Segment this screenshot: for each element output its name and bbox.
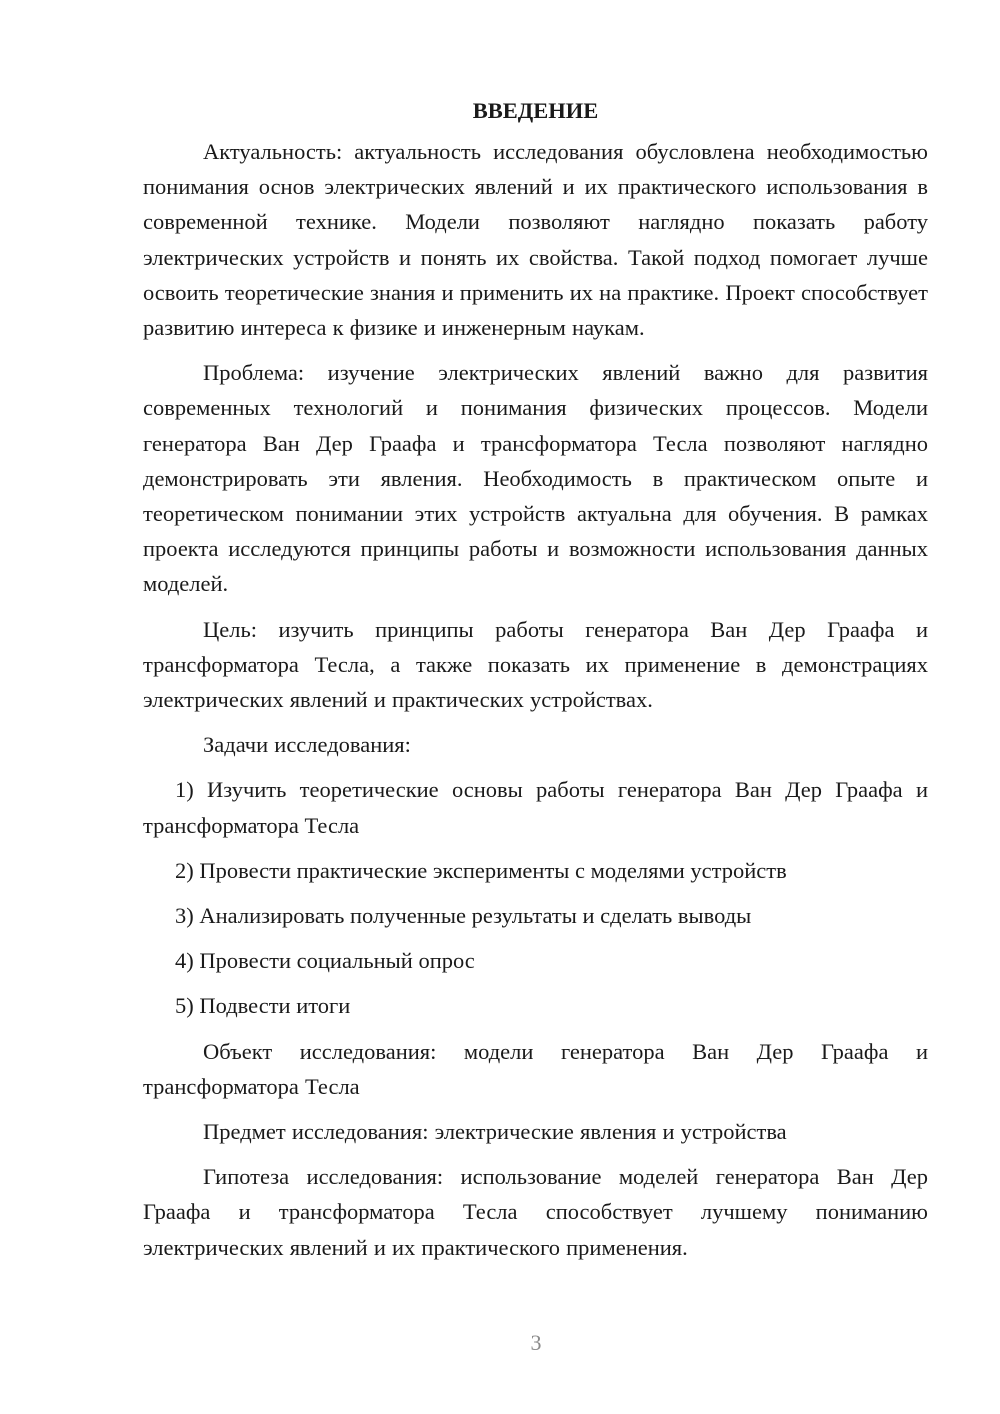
hypothesis-paragraph: Гипотеза исследования: использование моделей генератора Ван Дер Граафа и трансформатора Тесла способствует лучшему пониманию электрических явлений и их практического применения.: [143, 1164, 928, 1260]
goal-paragraph: Цель: изучить принципы работы генератора Ван Дер Граафа и трансформатора Тесла, а также показать их применение в демонстрациях электрических явлений и практических устройствах.: [143, 616, 928, 713]
page-number: 3: [530, 1330, 542, 1355]
subject-paragraph: Предмет исследования: электрические явления и устройства: [203, 1119, 787, 1145]
object-paragraph: Объект исследования: модели генератора Ван Дер Граафа и трансформатора Тесла: [143, 1038, 928, 1099]
task-item-4: 4) Провести социальный опрос: [175, 948, 475, 974]
problem-paragraph: Проблема: изучение электрических явлений важно для развития современных технологий и понимания физических процессов. Модели генератора Ван Дер Граафа и трансформатора Тесла позволяют наглядно демонстрировать эти явления. Необходимость в практическом опыте и теоретическом понимании этих устройств актуальна для обучения. В рамках проекта исследуются принципы работы и возможности использования данных моделей.: [143, 360, 928, 597]
document-page: [143, 93, 928, 1275]
document-title: ВВЕДЕНИЕ: [472, 98, 599, 123]
task-item-5: 5) Подвести итоги: [175, 993, 351, 1019]
task-item-3: 3) Анализировать полученные результаты и сделать выводы: [175, 903, 752, 929]
tasks-heading: Задачи исследования:: [203, 732, 411, 758]
task-item-2: 2) Провести практические эксперименты с моделями устройств: [175, 857, 787, 883]
task-item-1: 1) Изучить теоретические основы работы генератора Ван Дер Граафа и трансформатора Тесла: [143, 777, 928, 838]
relevance-paragraph: Актуальность: актуальность исследования обусловлена необходимостью понимания основ электрических явлений и их практического использования в современной технике. Модели позволяют наглядно показать работу электрических устройств и понять их свойства. Такой подход помогает лучше освоить теоретические знания и применить их на практике. Проект способствует развитию интереса к физике и инженерным наукам.: [143, 139, 928, 341]
